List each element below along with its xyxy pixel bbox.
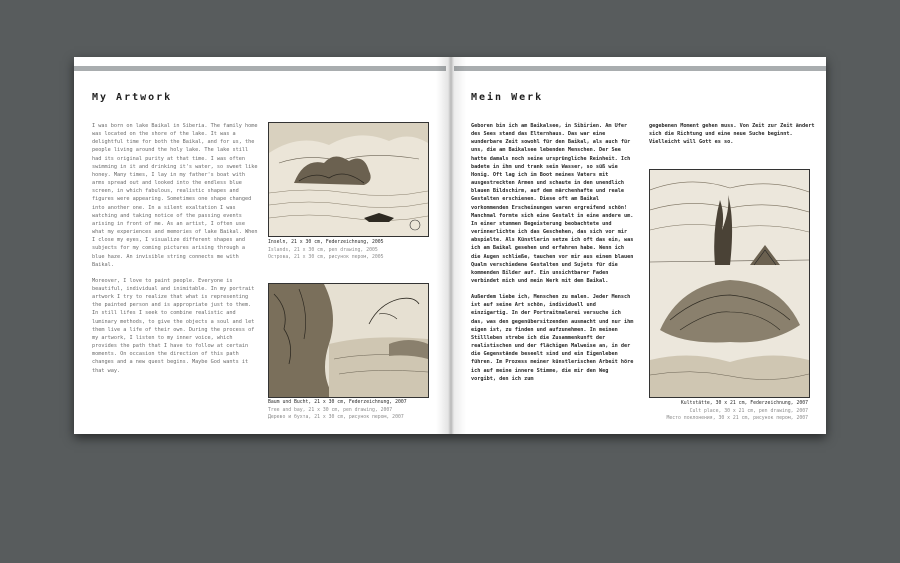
right-paragraph-2: Außerdem liebe ich, Menschen zu malen. Jeder Mensch ist auf seine Art schön, individuell und einzigartig. In der Portraitmalerei versuche ich das, was den gegenübersitzenden ausmacht und nur ihm eigen ist, zu finden und aufzunehmen. In meinen Stillleben strebe ich die Zusammenkunft der realistischen und der flächigen Malweise an, in der die Gegenstände beseelt sind und ein Eigenleben führen. Im Prozess meiner künstlerischen Arbeit höre ich auf meine innere Stimme, die mir den Weg vorgibt, den ich zum <box>471 294 634 382</box>
caption-ru: Острова, 21 x 30 cm, рисунок пером, 2005 <box>268 255 384 261</box>
right-paragraph-1: Geboren bin ich am Baikalsee, in Sibirien. Am Ufer des Sees stand das Elternhaus. Das war eine wunderbare Zeit sowohl für den Baikal, als auch für uns, die am Baikalsee lebenden Menschen. Der See hatte damals noch seine ursprüngliche Reinheit. Ich badete in ihm und trank sein Wasser, so süß wie Honig. Oft lag ich im Boot meines Vaters mit ausgestreckten Armen und schaute in den unendlich blauen Bildschirm, auf dem märchenhafte und reale Gestalten erschienen. Diese oft am Baikal vorkommenden Erscheinungen waren ergreifend schön! Manchmal formte sich eine Gestalt in eine andere um. In einer stummen Begeisterung beobachtete und verinnerlichte ich das Geschehen, das sich vor mir abspielte. Als Künstlerin setze ich oft das ein, was ich am Baikal gesehen und erfahren habe. Wenn ich die Augen schließe, tauchen vor mir aus einem blauen Qualm verschiedene Gestalten und Sujets für die kommenden Bilder auf. Ein unsichtbarer Faden verbindet mich und mein Werk mit dem Baikal. <box>471 123 634 284</box>
caption-de: Inseln, 21 x 30 cm, Federzeichnung, 2005 <box>268 240 384 245</box>
right-page-body <box>471 122 635 391</box>
left-page-top-rule <box>74 66 446 71</box>
right-page-column-2 <box>649 122 816 154</box>
left-paragraph-1: I was born on lake Baikal in Siberia. The family home was located on the shore of the lake. It was a delightful time for both the Baikal, and for us, the people living around the holy lake. The lake still had its original purity at that time. I was often swimming in it and drinking it's water, so sweet like honey. Many times, I lay in my father's boat with arms spread out and looked into the endless blue screen, in which fabulous, realistic shapes and figures were appearing. Sometimes one shape changed into another one. In a silent exaltation I was watching and taking notice of the passing events arising in front of me. As an artist, I often use what my experiences and memories of lake Baikal. When I close my eyes, I visualize different shapes and subjects for my coming pictures arising through a blue haze. An invisible string connects me with Baikal. <box>92 123 258 268</box>
caption-de: Kultstätte, 30 x 21 cm, Federzeichnung, 2007 <box>680 401 808 406</box>
illustration-1-caption <box>268 239 384 262</box>
island-drawing-icon <box>268 122 429 237</box>
book-gutter <box>436 57 466 434</box>
caption-de: Baum und Bucht, 21 x 30 cm, Federzeichnung, 2007 <box>268 400 407 405</box>
right-column2-paragraph: gegebenen Moment gehen muss. Von Zeit zur Zeit ändert sich die Richtung und eine neue Suche beginnt. Vielleicht will Gott es so. <box>649 123 815 146</box>
left-page-body <box>92 122 259 383</box>
illustration-3-caption <box>639 400 808 423</box>
caption-ru: Дерево и бухта, 21 x 30 cm, рисунок пером, 2007 <box>268 415 404 421</box>
cult-place-drawing-icon <box>649 169 810 398</box>
right-page-heading: Mein Werk <box>471 92 544 103</box>
right-page-top-rule <box>454 66 826 71</box>
caption-en: Islands, 21 x 30 cm, pen drawing, 2005 <box>268 247 378 253</box>
illustration-2-caption <box>268 399 407 422</box>
caption-en: Tree and bay, 21 x 30 cm, pen drawing, 2007 <box>268 407 393 413</box>
book-spread <box>74 57 826 434</box>
caption-en: Cult place, 30 x 21 cm, pen drawing, 2007 <box>689 408 808 414</box>
tree-bay-drawing-icon <box>268 283 429 398</box>
left-paragraph-2: Moreover, I love to paint people. Everyone is beautiful, individual and inimitable. In my portrait artwork I try to realize that what is representing the painted person and is appropriate just to them. In still lifes I seek to combine realistic and luminary methods, to give the objects a soul and let them live a life of their own. During the process of my artwork, I listen to my inner voice, which provides the path that I have to follow at certain moments. On occasion the direction of this path changes and a new quest begins. Maybe God wants it that way. <box>92 277 255 374</box>
caption-ru: Место поклонения, 30 x 21 cm, рисунок пером, 2007 <box>666 416 808 422</box>
left-page-heading: My Artwork <box>92 92 173 103</box>
